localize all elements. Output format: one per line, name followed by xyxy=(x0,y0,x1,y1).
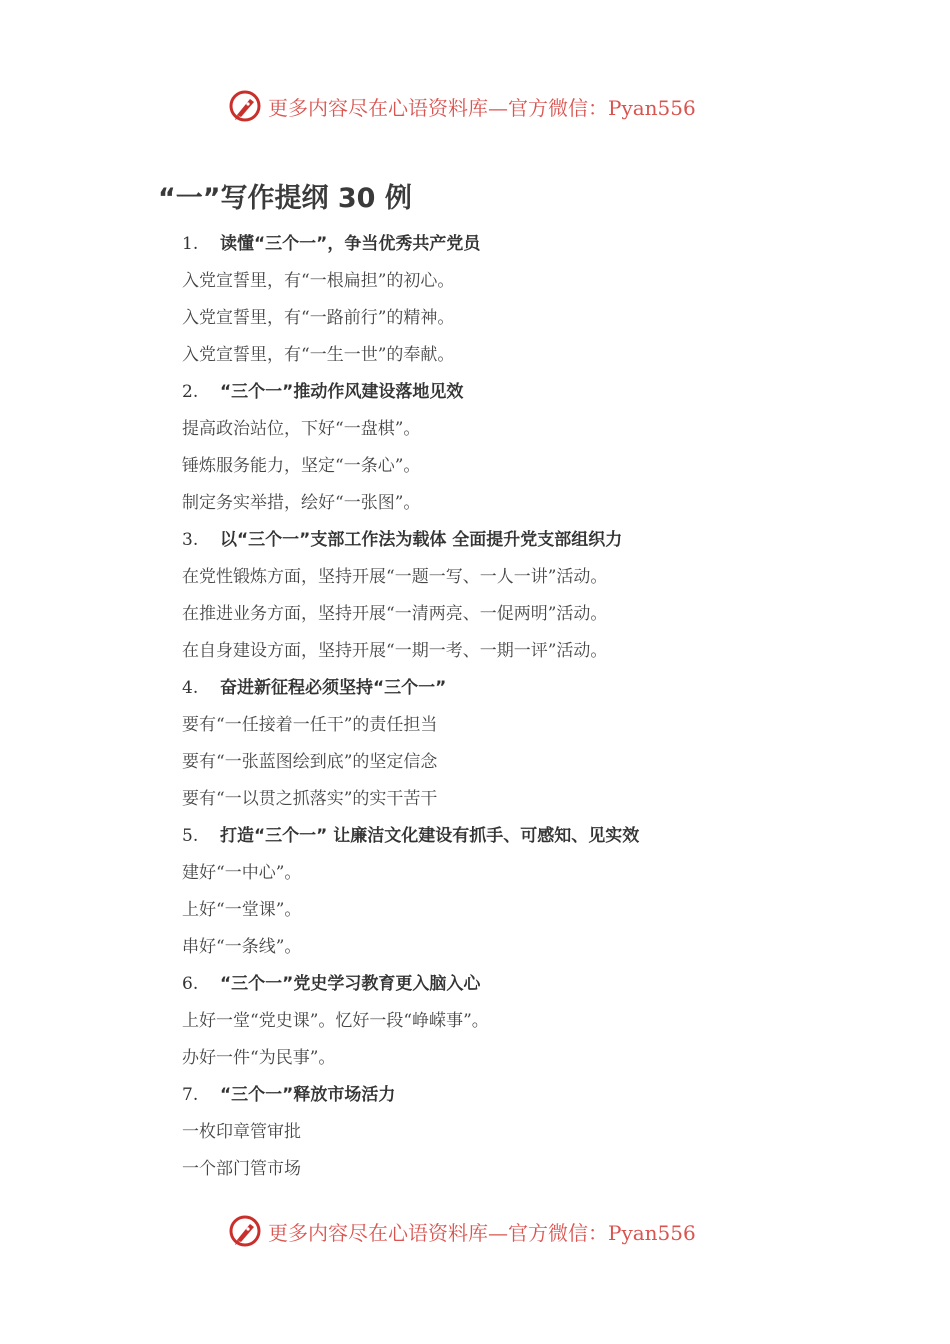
section-title: 以“三个一”支部工作法为载体 全面提升党支部组织力 xyxy=(220,530,623,550)
section-number: 5. xyxy=(182,826,199,846)
section-heading xyxy=(182,674,882,711)
section-number: 2. xyxy=(182,382,199,402)
section-number: 6. xyxy=(182,974,199,994)
section-number: 7. xyxy=(182,1085,199,1105)
outline-line: 要有“一张蓝图绘到底”的坚定信念 xyxy=(182,752,438,772)
section-title: 读懂“三个一”，争当优秀共产党员 xyxy=(220,234,481,254)
section-title: “三个一”党史学习教育更入脑入心 xyxy=(220,974,481,994)
pen-nib-logo-icon xyxy=(228,1214,262,1248)
outline-line: 要有“一以贯之抓落实”的实干苦干 xyxy=(182,789,438,809)
outline-line: 入党宣誓里，有“一生一世”的奉献。 xyxy=(182,345,455,365)
outline-line: 建好“一中心”。 xyxy=(182,863,302,883)
outline-line: 在推进业务方面，坚持开展“一清两亮、一促两明”活动。 xyxy=(182,604,608,624)
outline-line: 要有“一任接着一任干”的责任担当 xyxy=(182,715,438,735)
outline-line: 入党宣誓里，有“一路前行”的精神。 xyxy=(182,308,455,328)
pen-nib-logo-icon xyxy=(228,89,262,123)
outline-line: 提高政治站位，下好“一盘棋”。 xyxy=(182,419,421,439)
outline-line: 制定务实举措，绘好“一张图”。 xyxy=(182,493,421,513)
section-heading xyxy=(182,526,882,563)
outline-line: 串好“一条线”。 xyxy=(182,937,302,957)
banner-text: 更多内容尽在心语资料库—官方微信：Pyan556 xyxy=(268,1220,696,1245)
outline-line: 上好一堂“党史课”。忆好一段“峥嵘事”。 xyxy=(182,1011,489,1031)
outline-line: 入党宣誓里，有“一根扁担”的初心。 xyxy=(182,271,455,291)
section-title: 奋进新征程必须坚持“三个一” xyxy=(220,678,447,698)
outline-content xyxy=(182,230,882,1192)
outline-line: 锤炼服务能力，坚定“一条心”。 xyxy=(182,456,421,476)
outline-line: 一个部门管市场 xyxy=(182,1159,301,1179)
document-title: “一”写作提纲 30 例 xyxy=(158,183,412,214)
section-heading xyxy=(182,378,882,415)
section-number: 4. xyxy=(182,678,199,698)
section-title: 打造“三个一” 让廉洁文化建设有抓手、可感知、见实效 xyxy=(220,826,640,846)
outline-line: 上好“一堂课”。 xyxy=(182,900,302,920)
outline-line: 在党性锻炼方面，坚持开展“一题一写、一人一讲”活动。 xyxy=(182,567,608,587)
footer-banner xyxy=(228,1211,696,1251)
section-number: 1. xyxy=(182,234,199,254)
outline-line: 在自身建设方面，坚持开展“一期一考、一期一评”活动。 xyxy=(182,641,608,661)
outline-line: 一枚印章管审批 xyxy=(182,1122,301,1142)
banner-text: 更多内容尽在心语资料库—官方微信：Pyan556 xyxy=(268,95,696,120)
section-heading xyxy=(182,230,882,267)
header-banner xyxy=(228,86,696,126)
section-heading xyxy=(182,1081,882,1118)
section-number: 3. xyxy=(182,530,199,550)
outline-line: 办好一件“为民事”。 xyxy=(182,1048,336,1068)
section-heading xyxy=(182,970,882,1007)
section-heading xyxy=(182,822,882,859)
section-title: “三个一”推动作风建设落地见效 xyxy=(220,382,464,402)
section-title: “三个一”释放市场活力 xyxy=(220,1085,396,1105)
